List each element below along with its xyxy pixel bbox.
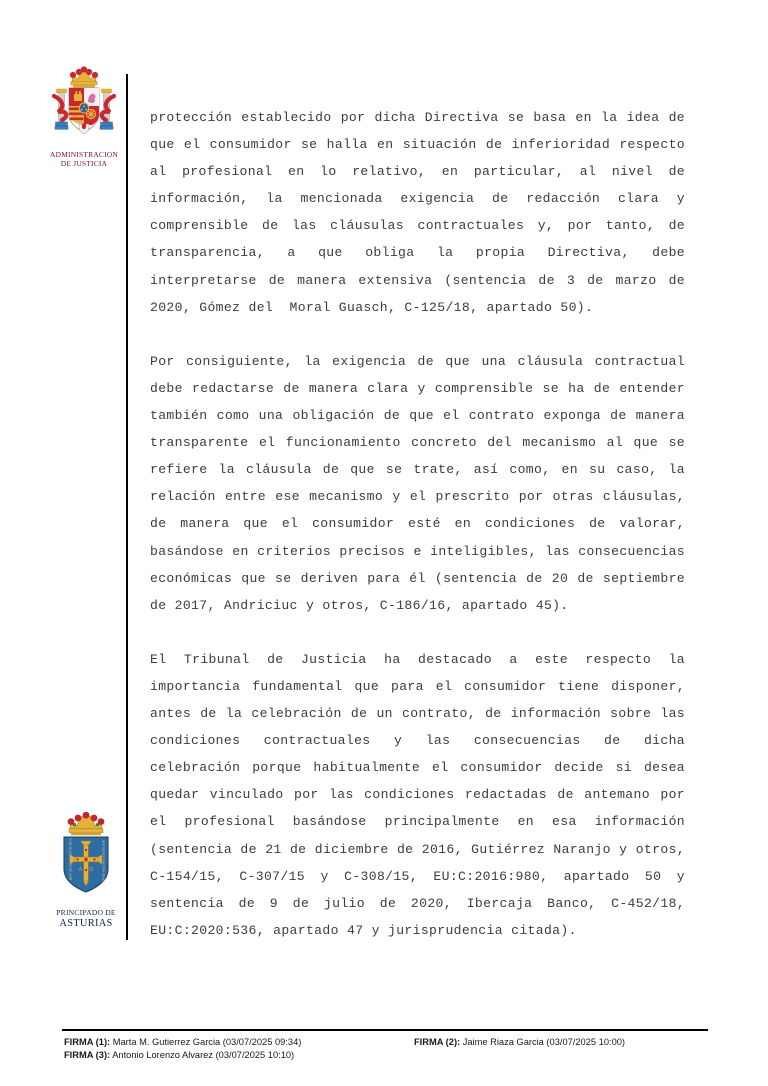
signature-3-label: FIRMA (3): [64,1050,111,1061]
paragraph-2: Por consiguiente, la exigencia de que una cláusula contractual debe redactarse de manera clara y comprensible se ha de entender también como una obligación de que el contrato exponga de manera transparente el funcionamiento concreto del mecanismo al que se refiere la cláusula de que se trate, así como, en su caso, la relación entre ese mecanismo y el prescrito por otras cláusulas, de manera que el consumidor esté en condiciones de valorar, basándose en criterios precisos e inteligibles, las consecuencias económicas que se deriven para él (sentencia de 20 de septiembre de 2017, Andriciuc y otros, C-186/16, apartado 45). [150,353,694,613]
motto-right: HOC SIGNO VINCITVR INIMICVS [101,840,106,888]
motto-left: HOC SIGNO TVETVR PIVS [68,837,73,880]
administration-of-justice-emblem [46,66,122,168]
caption-line-1: ADMINISTRACION [50,150,118,159]
caption-line-1: PRINCIPADO DE [56,908,116,917]
signature-2 [414,1036,625,1049]
document-body [150,104,694,944]
caption-line-2: ASTURIAS [59,918,113,929]
signature-2-detail: Jaime Riaza Garcia (03/07/2025 10:00) [462,1037,626,1047]
signature-row [64,1049,712,1062]
signature-3-detail: Antonio Lorenzo Alvarez (03/07/2025 10:10) [112,1050,295,1061]
signature-2-label: FIRMA (2): [414,1037,461,1047]
signature-1-label: FIRMA (1): [64,1037,111,1047]
emblem-caption-asturias [52,907,120,929]
principality-of-asturias-emblem [52,812,120,929]
coat-of-arms-of-asturias-icon [54,812,118,904]
paragraph-3: El Tribunal de Justicia ha destacado a este respecto la importancia fundamental que para el consumidor tiene disponer, antes de la celebración de un contrato, de información sobre las condiciones contractuales y las consecuencias de dicha celebración porque habitualmente el consumidor decide si desea quedar vinculado por las condiciones redactadas de antemano por el profesional basándose principalmente en esa información (sentencia de 21 de diciembre de 2016, Gutiérrez Naranjo y otros, C-154/15, C-307/15 y C-308/15, EU:C:2016:980, apartado 50 y sentencia de 9 de julio de 2020, Ibercaja Banco, C-452/18, EU:C:2020:536, apartado 47 y jurisprudencia citada). [150,651,694,938]
emblem-caption-justicia [46,150,122,168]
caption-line-2: DE JUSTICIA [60,159,108,169]
signature-1-detail: Marta M. Gutierrez Garcia (03/07/2025 09:34) [112,1037,302,1047]
signature-1 [64,1036,301,1049]
paragraph-1: protección establecido por dicha Directiva se basa en la idea de que el consumidor se halla en situación de inferioridad respecto al profesional en lo relativo, en particular, al nivel de información, la mencionada exigencia de redacción clara y comprensible de las cláusulas contractuales y, por tanto, de transparencia, a que obliga la propia Directiva, debe interpretarse de manera extensiva (sentencia de 3 de marzo de 2020, Gómez del Moral Guasch, C-125/18, apartado 50). [150,110,694,315]
svg-text:A: A [78,866,83,873]
electronic-signature-block [64,1036,712,1062]
left-margin-rule [126,74,128,940]
signature-row [64,1036,712,1049]
signature-3 [64,1049,294,1062]
svg-text:Ω: Ω [89,866,94,873]
footer-divider [62,1029,708,1031]
coat-of-arms-of-spain-icon [48,66,120,148]
